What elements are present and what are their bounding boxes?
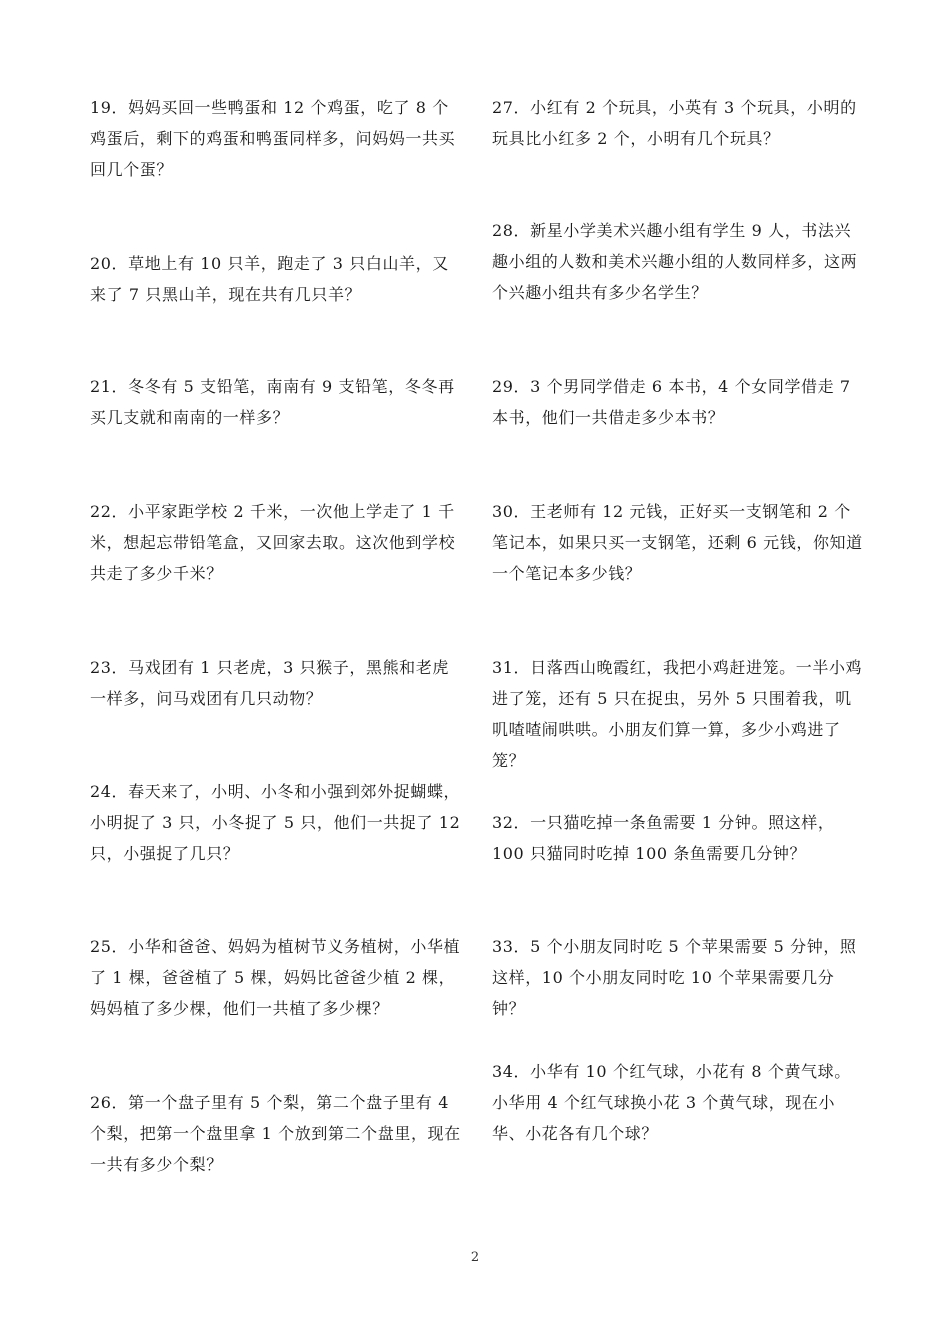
problem-34: 34．小华有 10 个红气球，小花有 8 个黄气球。小华用 4 个红气球换小花 3 个黄气球，现在小华、小花各有几个球？ xyxy=(492,1062,851,1143)
problem-29: 29．3 个男同学借走 6 本书，4 个女同学借走 7 本书，他们一共借走多少本书？ xyxy=(492,377,851,427)
problem-19: 19．妈妈买回一些鸭蛋和 12 个鸡蛋，吃了 8 个鸡蛋后，剩下的鸡蛋和鸭蛋同样多，问妈妈一共买回几个蛋？ xyxy=(90,98,456,179)
problem-25: 25．小华和爸爸、妈妈为植树节义务植树，小华植了 1 棵，爸爸植了 5 棵，妈妈比爸爸少植 2 棵，妈妈植了多少棵，他们一共植了多少棵？ xyxy=(90,937,461,1018)
problem-33: 33．5 个小朋友同时吃 5 个苹果需要 5 分钟，照这样，10 个小朋友同时吃 10 个苹果需要几分钟？ xyxy=(492,937,857,1018)
problem-30: 30．王老师有 12 元钱，正好买一支钢笔和 2 个笔记本，如果只买一支钢笔，还剩 6 元钱，你知道一个笔记本多少钱？ xyxy=(492,502,863,583)
problem-20: 20．草地上有 10 只羊，跑走了 3 只白山羊，又来了 7 只黑山羊，现在共有几只羊？ xyxy=(90,254,449,304)
problem-22: 22．小平家距学校 2 千米，一次他上学走了 1 千米，想起忘带铅笔盒，又回家去取。这次他到学校共走了多少千米？ xyxy=(90,502,456,583)
problem-27: 27．小红有 2 个玩具，小英有 3 个玩具，小明的玩具比小红多 2 个，小明有几个玩具？ xyxy=(492,98,857,148)
problem-32: 32．一只猫吃掉一条鱼需要 1 分钟。照这样，100 只猫同时吃掉 100 条鱼需要几分钟？ xyxy=(492,813,835,863)
problem-31: 31．日落西山晚霞红，我把小鸡赶进笼。一半小鸡进了笼，还有 5 只在捉虫，另外 5 只围着我，叽叽喳喳闹哄哄。小朋友们算一算，多少小鸡进了笼？ xyxy=(492,658,863,770)
page-number: 2 xyxy=(470,1250,480,1265)
problem-26: 26．第一个盘子里有 5 个梨，第二个盘子里有 4 个梨，把第一个盘里拿 1 个放到第二个盘里，现在一共有多少个梨？ xyxy=(90,1093,461,1174)
problem-21: 21．冬冬有 5 支铅笔，南南有 9 支铅笔，冬冬再买几支就和南南的一样多？ xyxy=(90,377,455,427)
problem-24: 24．春天来了，小明、小冬和小强到郊外捉蝴蝶，小明捉了 3 只，小冬捉了 5 只，他们一共捉了 12 只，小强捉了几只？ xyxy=(90,782,461,863)
problem-28: 28．新星小学美术兴趣小组有学生 9 人，书法兴趣小组的人数和美术兴趣小组的人数同样多，这两个兴趣小组共有多少名学生？ xyxy=(492,221,858,302)
problem-23: 23．马戏团有 1 只老虎，3 只猴子，黑熊和老虎一样多，问马戏团有几只动物？ xyxy=(90,658,449,708)
